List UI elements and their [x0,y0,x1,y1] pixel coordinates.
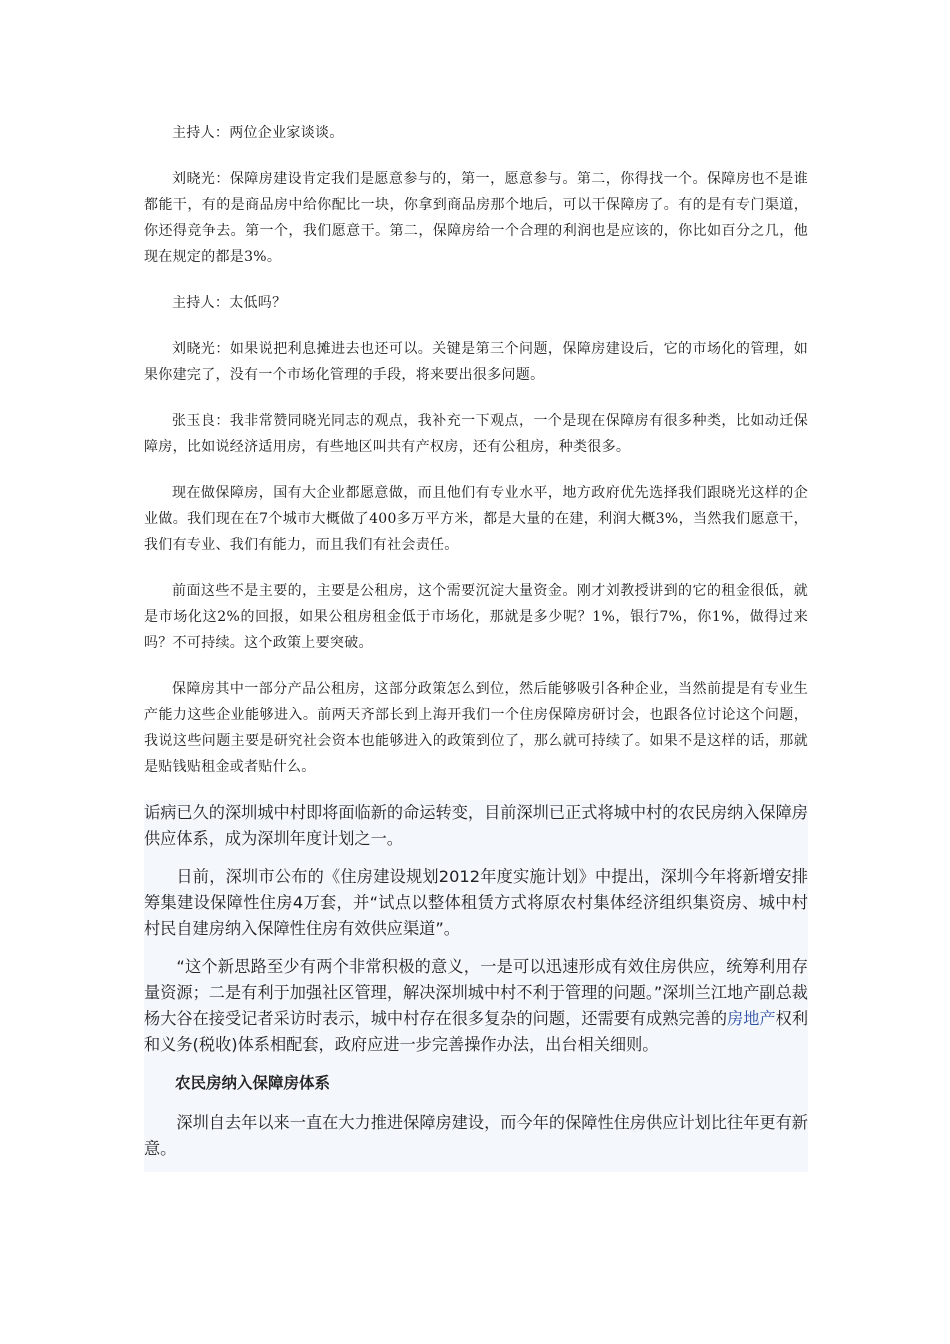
real-estate-link[interactable]: 房地产 [727,1009,776,1028]
paragraph: 张玉良：我非常赞同晓光同志的观点，我补充一下观点，一个是现在保障房有很多种类，比如动迁保障房，比如说经济适用房，有些地区叫共有产权房，还有公租房，种类很多。 [144,413,808,455]
paragraph: 深圳自去年以来一直在大力推进保障房建设，而今年的保障性住房供应计划比往年更有新意。 [144,1113,808,1158]
paragraph: 主持人：两位企业家谈谈。 [172,125,344,141]
interview-transcript [144,120,808,800]
paragraph: 前面这些不是主要的，主要是公租房，这个需要沉淀大量资金。刚才刘教授讲到的它的租金很低，就是市场化这2%的回报，如果公租房租金低于市场化，那就是多少呢？1%，银行7%，你1%，做得过来吗？不可持续。这个政策上要突破。 [144,583,808,651]
paragraph: 刘晓光：保障房建设肯定我们是愿意参与的，第一，愿意参与。第二，你得找一个。保障房也不是谁都能干，有的是商品房中给你配比一块，你拿到商品房那个地后，可以干保障房了。有的是有专门渠道，你还得竞争去。第一个，我们愿意干。第二，保障房给一个合理的利润也是应该的，你比如百分之几，他现在规定的都是3%。 [144,171,808,265]
paragraph: 刘晓光：如果说把利息摊进去也还可以。关键是第三个问题，保障房建设后，它的市场化的管理，如果你建完了，没有一个市场化管理的手段，将来要出很多问题。 [144,341,808,383]
paragraph: 日前，深圳市公布的《住房建设规划2012年度实施计划》中提出，深圳今年将新增安排筹集建设保障性住房4万套，并“试点以整体租赁方式将原农村集体经济组织集资房、城中村村民自建房纳入保障性住房有效供应渠道”。 [144,867,808,938]
paragraph: 保障房其中一部分产品公租房，这部分政策怎么到位，然后能够吸引各种企业，当然前提是有专业生产能力这些企业能够进入。前两天齐部长到上海开我们一个住房保障房研讨会，也跟各位讨论这个问题，我说这些问题主要是研究社会资本也能够进入的政策到位了，那么就可持续了。如果不是这样的话，那就是贴钱贴租金或者贴什么。 [144,681,808,775]
article-lead: 诟病已久的深圳城中村即将面临新的命运转变，目前深圳已正式将城中村的农民房纳入保障房供应体系，成为深圳年度计划之一。 [144,803,808,848]
news-article [144,800,808,1172]
paragraph [144,954,808,1058]
paragraph: 主持人：太低吗？ [172,295,287,311]
paragraph-text: “这个新思路至少有两个非常积极的意义，一是可以迅速形成有效住房供应，统筹利用存量资源；二是有利于加强社区管理，解决深圳城中村不利于管理的问题。”深圳兰江地产副总裁杨大谷在接受记者采访时表示，城中村存在很多复杂的问题，还需要有成熟完善的 [144,957,808,1028]
paragraph: 现在做保障房，国有大企业都愿意做，而且他们有专业水平，地方政府优先选择我们跟晓光这样的企业做。我们现在在7个城市大概做了400多万平方米，都是大量的在建，利润大概3%，当然我们愿意干，我们有专业、我们有能力，而且我们有社会责任。 [144,485,808,553]
section-heading: 农民房纳入保障房体系 [175,1074,331,1092]
paragraph-text: 权利和义务(税收)体系相配套，政府应进一步完善操作办法，出台相关细则。 [144,1009,809,1054]
